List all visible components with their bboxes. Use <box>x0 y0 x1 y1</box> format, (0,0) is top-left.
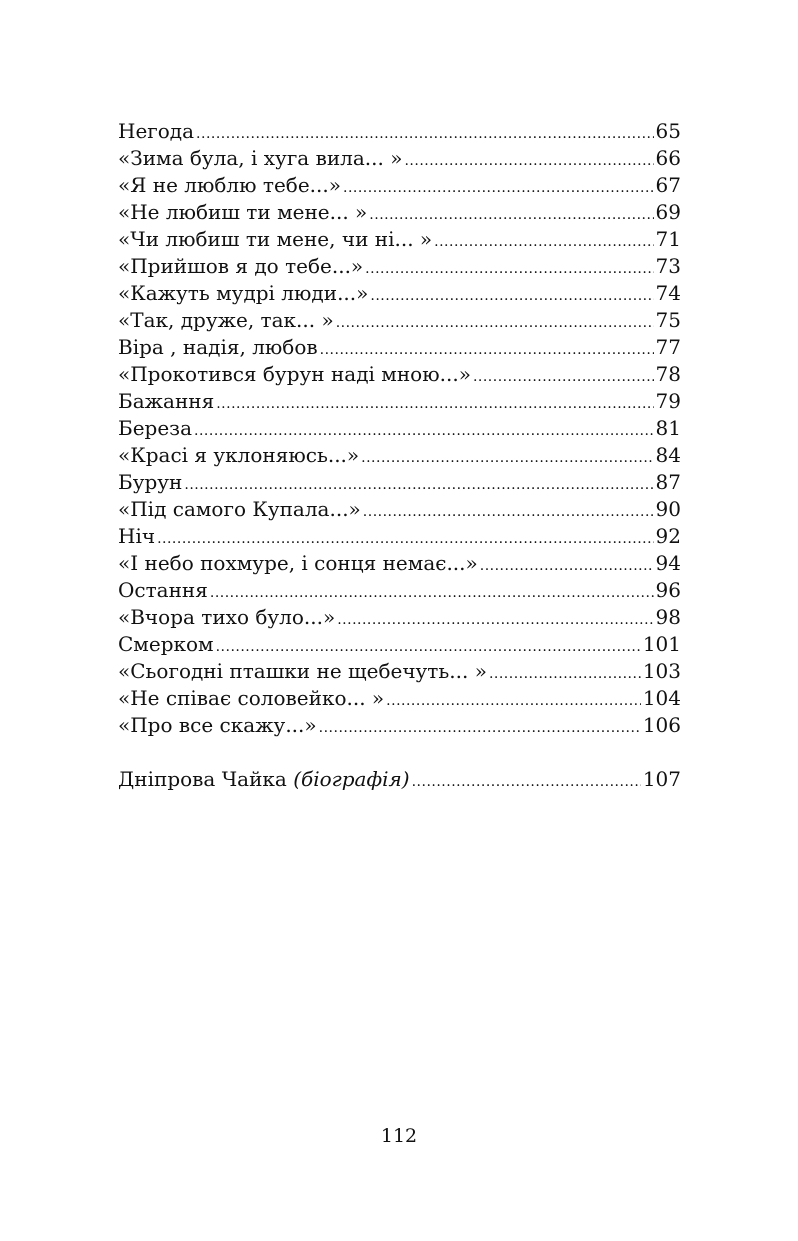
toc-entry-page: 67 <box>655 173 681 197</box>
toc-entry-title: Береза <box>118 416 193 440</box>
dot-leader <box>365 253 653 283</box>
toc-entry-title: «Про все скажу...» <box>118 713 317 737</box>
toc-entry-title: «Так, друже, так... » <box>118 308 334 332</box>
toc-entry-page: 69 <box>655 200 681 224</box>
toc-entry-page: 107 <box>642 767 681 791</box>
toc-entry <box>118 658 681 685</box>
toc-entry-title: «Сьогодні пташки не щебечуть... » <box>118 659 487 683</box>
toc-entry <box>118 334 681 361</box>
toc-entry-page: 96 <box>655 578 681 602</box>
toc-entry <box>118 712 681 739</box>
toc-entry-page: 66 <box>655 146 681 170</box>
toc-entry-page: 98 <box>655 605 681 629</box>
toc-entry <box>118 253 681 280</box>
toc-entry-title: Смерком <box>118 632 214 656</box>
toc-entry-title: «Під самого Купала...» <box>118 497 361 521</box>
toc-entry <box>118 145 681 172</box>
toc-entry <box>118 226 681 253</box>
toc-entry-title: «Чи любиш ти мене, чи ні... » <box>118 227 433 251</box>
dot-leader <box>216 388 653 418</box>
toc-entry-page: 106 <box>642 713 681 737</box>
toc-entry-page: 65 <box>655 119 681 143</box>
dot-leader <box>320 334 654 364</box>
toc-entry-biography <box>118 766 681 793</box>
dot-leader <box>480 550 654 580</box>
dot-leader <box>386 685 641 715</box>
toc-entry-title: Бурун <box>118 470 183 494</box>
toc-entry <box>118 442 681 469</box>
toc-entry-page: 75 <box>655 308 681 332</box>
dot-leader <box>434 226 653 256</box>
toc-entry <box>118 685 681 712</box>
toc-entry <box>118 496 681 523</box>
toc-entry-title: Ніч <box>118 524 156 548</box>
toc-entry-title: Негода <box>118 119 195 143</box>
toc-entry-page: 77 <box>655 335 681 359</box>
toc-entry-title: «Прийшов я до тебе...» <box>118 254 364 278</box>
dot-leader <box>343 172 654 202</box>
dot-leader <box>489 658 641 688</box>
toc-entry <box>118 172 681 199</box>
toc-entry <box>118 280 681 307</box>
dot-leader <box>184 469 653 499</box>
toc-entry-page: 71 <box>655 227 681 251</box>
toc-entry-title: «Не любиш ти мене... » <box>118 200 368 224</box>
toc-entry <box>118 361 681 388</box>
toc-entry-page: 92 <box>655 524 681 548</box>
dot-leader <box>369 199 653 229</box>
toc-entry-page: 90 <box>655 497 681 521</box>
toc-entry <box>118 307 681 334</box>
dot-leader <box>404 145 653 175</box>
toc-entry-title: «Прокотився бурун наді мною...» <box>118 362 471 386</box>
toc-entry-page: 74 <box>655 281 681 305</box>
biography-title: Дніпрова Чайка <box>118 767 287 791</box>
toc-entry-title: Бажання <box>118 389 215 413</box>
toc-entry-page: 103 <box>642 659 681 683</box>
toc-entry-title: «Я не люблю тебе...» <box>118 173 341 197</box>
dot-leader <box>361 442 653 472</box>
toc-entry-title: «І небо похмуре, і сонця немає...» <box>118 551 478 575</box>
dot-leader <box>319 712 641 742</box>
toc-entry <box>118 523 681 550</box>
toc-entry <box>118 118 681 145</box>
dot-leader <box>412 766 641 796</box>
toc-entry <box>118 469 681 496</box>
toc-entry-page: 79 <box>655 389 681 413</box>
toc-entry-title: «Красі я уклоняюсь...» <box>118 443 360 467</box>
toc-entry <box>118 577 681 604</box>
dot-leader <box>363 496 654 526</box>
toc-entry-page: 87 <box>655 470 681 494</box>
toc-entry-page: 78 <box>655 362 681 386</box>
dot-leader <box>337 604 653 634</box>
toc-entry <box>118 199 681 226</box>
dot-leader <box>157 523 653 553</box>
toc-entry <box>118 631 681 658</box>
dot-leader <box>194 415 654 445</box>
dot-leader <box>210 577 654 607</box>
toc-entry-title: Остання <box>118 578 208 602</box>
toc-entry-title: «Кажуть мудрі люди...» <box>118 281 369 305</box>
toc-entry-title: «Зима була, і хуга вила... » <box>118 146 403 170</box>
page-number: 112 <box>380 1125 418 1147</box>
toc-entry-page: 73 <box>655 254 681 278</box>
toc-entry-title: Віра , надія, любов <box>118 335 318 359</box>
toc-entry-title: «Вчора тихо було...» <box>118 605 336 629</box>
biography-note: (біографія) <box>293 767 410 791</box>
toc-entry-page: 104 <box>642 686 681 710</box>
toc-entry-page: 84 <box>655 443 681 467</box>
toc-entry <box>118 415 681 442</box>
dot-leader <box>196 118 654 148</box>
toc-entry-title <box>118 766 410 793</box>
toc-entry-title: «Не співає соловейко... » <box>118 686 385 710</box>
toc-entry <box>118 550 681 577</box>
toc-entry <box>118 388 681 415</box>
dot-leader <box>370 280 653 310</box>
toc-entry <box>118 604 681 631</box>
table-of-contents <box>118 118 681 793</box>
dot-leader <box>473 361 654 391</box>
toc-entry-page: 94 <box>655 551 681 575</box>
dot-leader <box>336 307 654 337</box>
toc-entry-page: 81 <box>655 416 681 440</box>
dot-leader <box>216 631 641 661</box>
toc-entry-page: 101 <box>642 632 681 656</box>
